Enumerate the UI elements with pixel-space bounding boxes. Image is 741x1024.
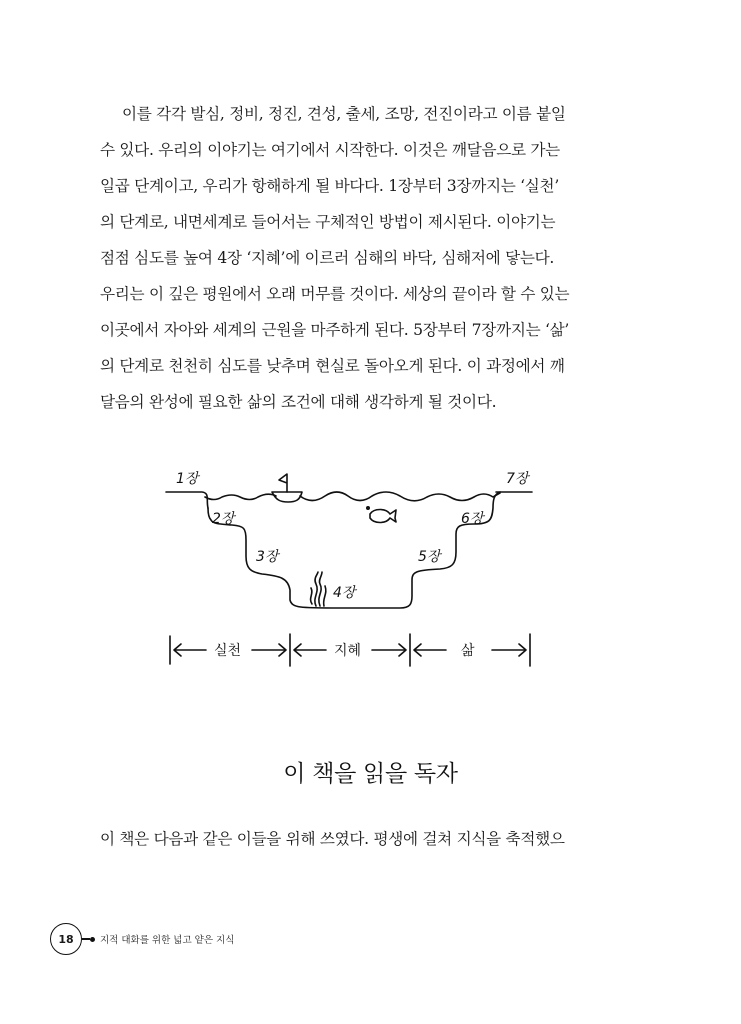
section-label-wisdom: 지혜: [334, 643, 362, 659]
footer-dot-icon: [90, 937, 95, 942]
footer-connector-line: [82, 938, 90, 939]
page-footer: [50, 923, 234, 955]
paragraph-line: 의 단계로, 내면세계로 들어서는 구체적인 방법이 제시된다. 이야기는: [100, 213, 556, 231]
arrow-right-icon: [492, 644, 526, 656]
arrow-right-icon: [372, 644, 406, 656]
seaweed-icon: [315, 572, 318, 606]
section-label-life: 삶: [461, 643, 475, 659]
arrow-left-icon: [174, 644, 206, 656]
boat-sail: [279, 474, 287, 492]
wave-line: [205, 492, 500, 501]
arrow-left-icon: [294, 644, 326, 656]
paragraph-line: 이를 각각 발심, 정비, 정진, 견성, 출세, 조망, 전진이라고 이름 붙일: [122, 105, 566, 123]
paragraph-line: 달음의 완성에 필요한 삶의 조건에 대해 생각하게 될 것이다.: [100, 393, 497, 411]
paragraph-line: 이 책은 다음과 같은 이들을 위해 쓰였다. 평생에 걸쳐 지식을 축적했으: [100, 830, 565, 848]
left-shore-line: [166, 492, 208, 508]
paragraph-line: 우리는 이 깊은 평원에서 오래 머무를 것이다. 세상의 끝이라 할 수 있는: [100, 285, 570, 303]
chapter-label-6: 6장: [461, 511, 484, 527]
paragraph-line: 일곱 단계이고, 우리가 항해하게 될 바다다. 1장부터 3장까지는 ‘실천’: [100, 177, 559, 195]
page-number: 18: [50, 923, 82, 955]
section-label-practice: 실천: [214, 643, 242, 659]
chapter-label-1: 1장: [176, 471, 199, 487]
chapter-label-2: 2장: [212, 511, 235, 527]
chapter-label-3: 3장: [256, 549, 279, 565]
chapter-label-5: 5장: [418, 549, 441, 565]
paragraph-line: 수 있다. 우리의 이야기는 여기에서 시작한다. 이것은 깨달음으로 가는: [100, 141, 560, 159]
paragraph-line: 점점 심도를 높여 4장 ‘지혜’에 이르러 심해의 바닥, 심해저에 닿는다.: [100, 249, 555, 267]
chapter-label-4: 4장: [333, 585, 356, 601]
fish-icon: [370, 510, 396, 523]
paragraph-line: 이곳에서 자아와 세계의 근원을 마주하게 된다. 5장부터 7장까지는 ‘삶’: [100, 321, 570, 339]
paragraph-line: 의 단계로 천천히 심도를 낮추며 현실로 돌아오게 된다. 이 과정에서 깨: [100, 357, 565, 375]
fish-bubble: [367, 507, 369, 509]
boat-icon: [272, 492, 302, 502]
chapter-label-7: 7장: [506, 471, 529, 487]
arrow-left-icon: [414, 644, 446, 656]
arrow-right-icon: [252, 644, 286, 656]
section-heading: 이 책을 읽을 독자: [283, 761, 458, 787]
running-book-title: 지적 대화를 위한 넓고 얕은 지식: [100, 935, 235, 946]
